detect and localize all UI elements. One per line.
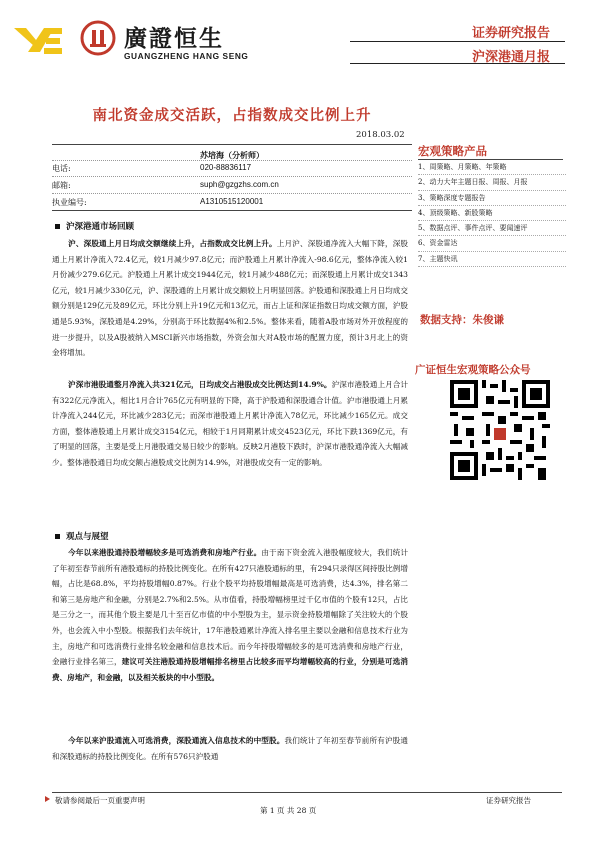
section-heading-text: 观点与展望 [66,532,109,542]
report-date: 2018.03.02 [356,130,405,140]
bullet-icon [55,224,60,229]
report-series: 沪深港通月报 [471,50,550,65]
paragraph-text: 我们统计了年初至春节前所有沪股通和深股通标的持股比例变化。在所有576只沪股通 [52,736,409,761]
report-title: 南北资金成交活跃，占指数成交比例上升 [92,108,372,124]
section-heading [55,530,109,542]
paragraph-text: 由于南下资金流入港股幅度较大，我们统计了年初至春节前所有港股通标的持股比例变化。在所有427只港股通标的里，有294只录得区间持股比例增幅，占比是68.8%，平均持股增幅0.87%。行业个股平均持股增幅最高是可选消费，达4.3%，排名第二和第三是房地产和金融，分别是2.7%和2.5%。从市值看，持股增幅榜里过千亿市值的个股有12只，占比是三分之一，而其他个股主要是几十至百亿市值的中小型股为主，显示资金持股增幅除了关注较大的个股外，也会流入中小型股。根据我们去年统计，17年港股通累计净流入排名里主要以金融和信息技术行业为主，房地产和可选消费行业排名较金融和信息技术后。而今年持股增幅较多的是可选消费和房地产行业，金融行业排名第三， [52,548,408,667]
section-heading-text: 沪深港通市场回顾 [66,222,135,232]
analyst-divider [52,193,412,194]
company-logo [14,22,62,58]
analyst-divider [52,210,412,211]
analyst-divider [52,160,412,161]
report-type: 证券研究报告 [471,26,550,41]
product-item: 4、顶级策略、新股策略 [418,206,566,221]
license-label: 执业编号: [52,198,87,207]
bullet-icon [55,534,60,539]
wechat-label: 广证恒生宏观策略公众号 [415,364,531,376]
section-heading [55,220,134,232]
footer-divider [52,792,562,793]
paragraph-lead: 今年以来港股通持股增幅较多是可选消费和房地产行业。 [68,548,262,557]
email-link[interactable]: suph@gzgzhs.com.cn [200,180,279,189]
qr-code-icon[interactable] [450,380,550,480]
header-divider [350,41,565,42]
paragraph-conclusion: 建议可关注港股通持股增幅排名榜里占比较多而平均增幅较高的行业，分别是可选消费、房地产，和金融，以及相关板块的中小型股。 [52,657,409,682]
brand-name-en: GUANGZHENG HANG SENG [124,51,249,61]
brand-name-cn: 廣證恒生 [124,26,224,52]
disclaimer-link[interactable]: 敬请参阅最后一页重要声明 [55,796,145,805]
paragraph [52,236,408,361]
product-item: 3、策略深度专题报告 [418,191,566,206]
footer-label: 证券研究报告 [486,796,531,805]
analyst-name: 苏培海（分析师） [200,150,264,160]
chevron-right-icon [44,795,52,803]
page-number: 第 1 页 共 28 页 [260,806,317,815]
analyst-divider [52,176,412,177]
paragraph-text: 上月沪、深股通净流入大幅下降，深股通上月累计净流入72.4亿元，较1月减少97.8亿元；而沪股通上月累计净流入-98.6亿元，整体净流入较1月份减少279.6亿元。沪股通上月累计成交1944亿元，较1月减少488亿元；而深股通上月累计成交1343亿元，较1月减少330亿元，沪、深股通的上月累计成交额较上月明显回落。沪股通和深股通上月日均成交额分别是129亿元及89亿元，环比分别上升19亿元和13亿元，而占上证和深证指数日均成交额方面，沪股通是5.93%，深股通是4.29%，分别高于环比数据4%和2.5%。整体来看，随着A股市场对外开放程度的进一步提升，以及A股被纳入MSCI新兴市场指数，外资会加大对A股市场的配置力度，预计3月北上的资金将增加。 [52,239,409,358]
paragraph-lead: 今年以来沪股通流入可选消费，深股通流入信息技术的中型股。 [68,736,285,745]
paragraph [52,733,408,764]
paragraph [52,377,408,471]
phone-label: 电话: [52,164,71,173]
brand-seal-icon [80,20,116,56]
product-list [418,160,566,267]
data-support: 数据支持：朱俊谦 [420,314,504,326]
product-item: 6、资金雷达 [418,236,566,251]
paragraph-lead: 沪深市港股通整月净流入共321亿元，日均成交占港股成交比例达到14.9%。 [68,380,332,389]
title-divider [52,144,412,145]
paragraph [52,545,408,685]
sidebar-title: 宏观策略产品 [418,144,487,158]
product-item: 5、数据点评、事件点评、要闻速评 [418,221,566,236]
product-item: 2、动力大年主题日报、周报、月报 [418,175,566,190]
paragraph-text: 沪深市港股通上月合计有322亿元净流入，相比1月合计765亿元有明显的下降，高于沪股通和深股通合计值。沪市港股通上月累计净流入244亿元，环比减少283亿元；而深市港股通上月累计净流入78亿元，环比减少165亿元。成交方面，整体港股通上月累计成交3154亿元，相较于1月同期累计成交4523亿元，环比下跌1369亿元，有了明显的回落，主要是受上月港股通交易日较少的影响。反映2月港股下跌时，沪深市港股通净流入大幅减少。整体港股通日均成交额占港股成交比例为14.9%，对港股成交有一定的影响。 [52,380,408,467]
email-label: 邮箱: [52,181,71,190]
license-value: A1310515120001 [200,197,264,206]
paragraph-lead: 沪、深股通上月日均成交额继续上升，占指数成交比例上升。 [68,239,277,248]
product-item: 7、主题快讯 [418,252,566,267]
phone-value: 020-88836117 [200,163,252,172]
product-item: 1、周策略、月策略、年策略 [418,160,566,175]
